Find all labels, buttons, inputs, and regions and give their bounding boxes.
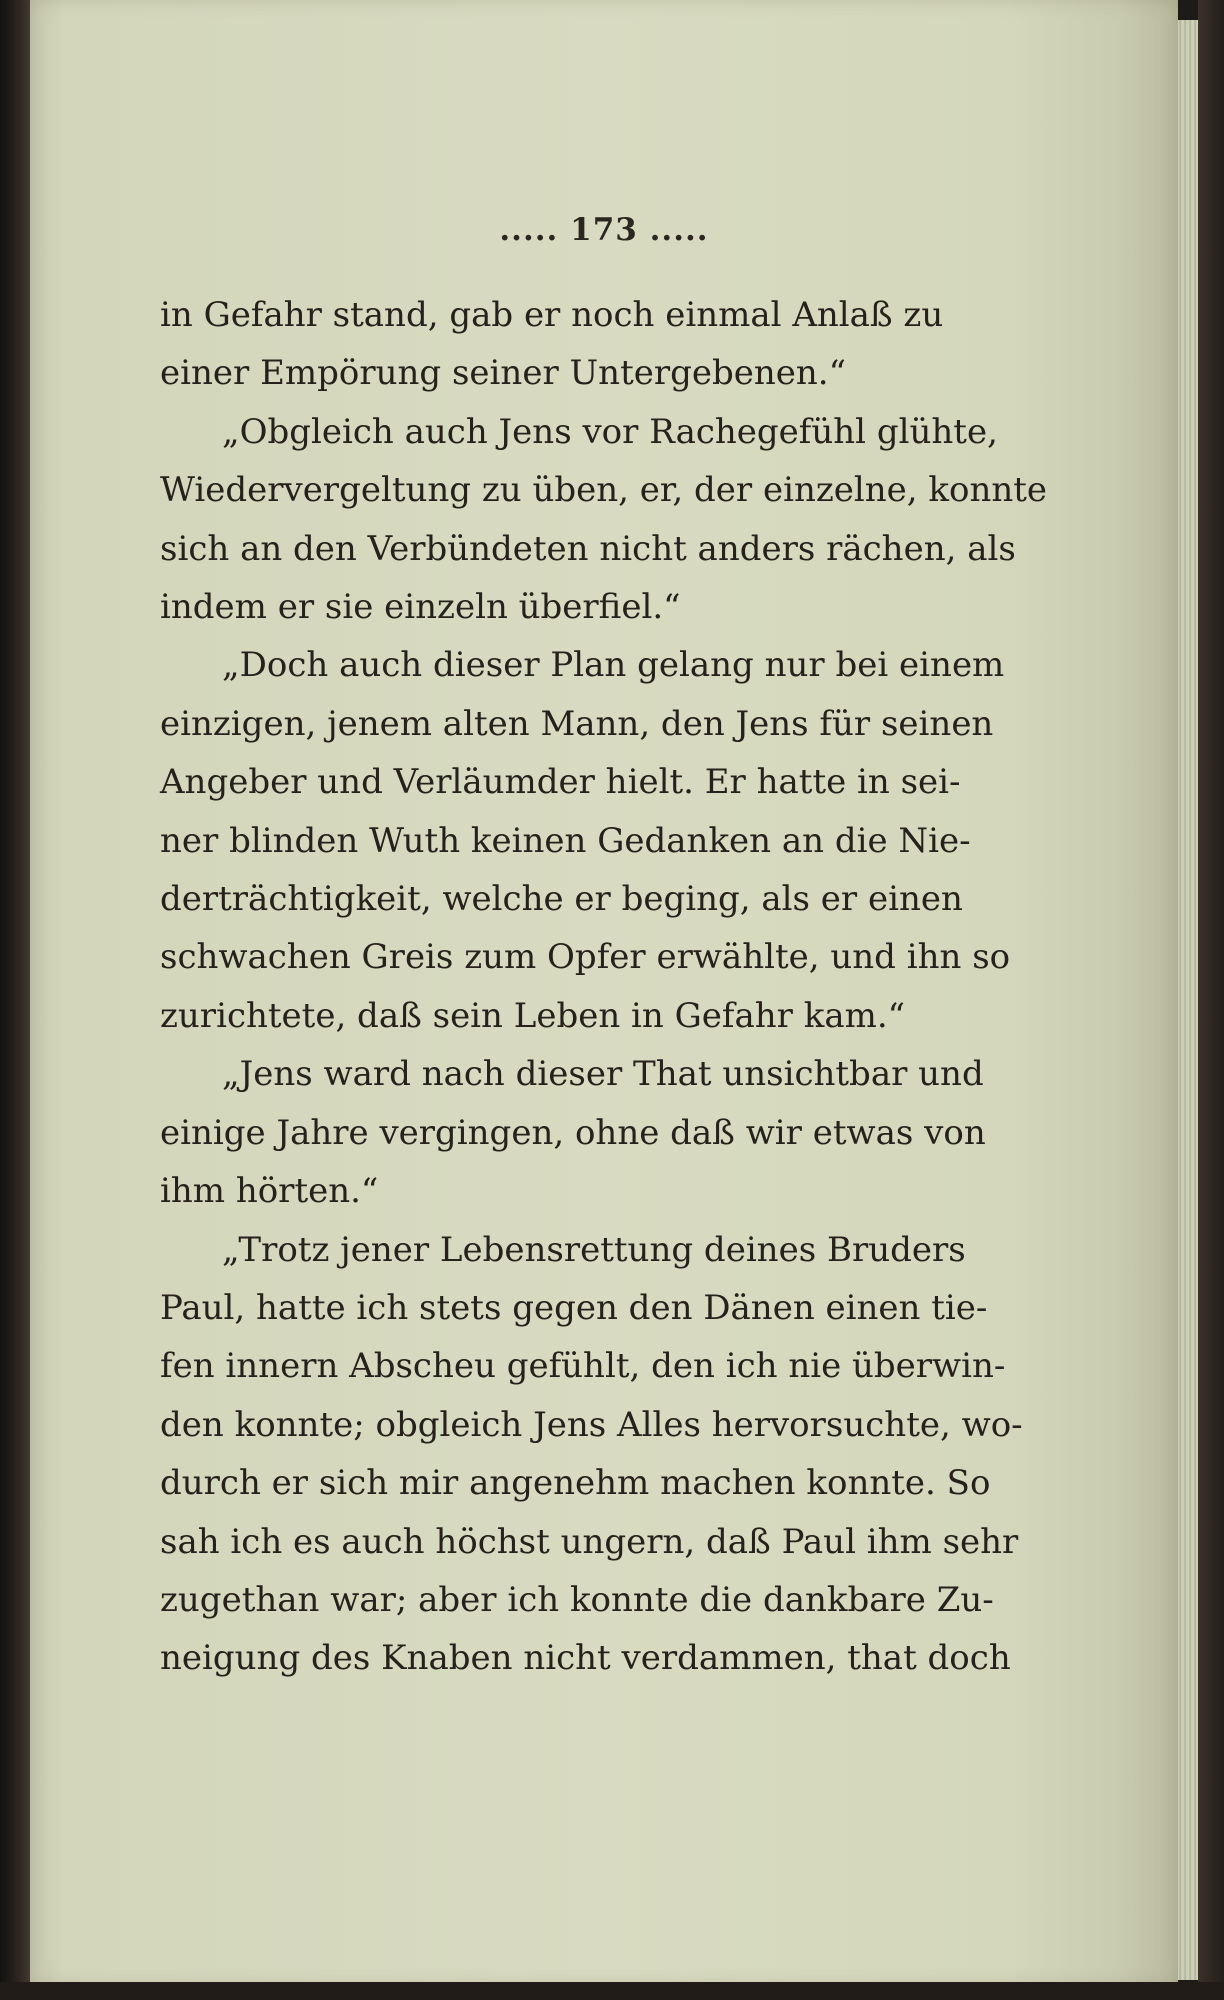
text-line: durch er sich mir angenehm machen konnte. So — [160, 1463, 991, 1504]
text-line: in Gefahr stand, gab er noch einmal Anlaß zu — [160, 295, 944, 335]
text-line: „Doch auch dieser Plan gelang nur bei einem — [222, 645, 1005, 686]
text-line: den konnte; obgleich Jens Alles hervorsuchte, wo- — [160, 1404, 1023, 1445]
paragraph — [160, 286, 996, 403]
paragraph — [160, 403, 1048, 637]
text-line: Paul, hatte ich stets gegen den Dänen einen tie- — [160, 1287, 988, 1328]
page-body — [160, 286, 1048, 1688]
text-line: derträchtigkeit, welche er beging, als er einen — [160, 879, 963, 920]
text-line: schwachen Greis zum Opfer erwählte, und ihn so — [160, 937, 1011, 978]
text-line: einzigen, jenem alten Mann, den Jens für seinen — [160, 703, 994, 744]
text-line: zugethan war; aber ich konnte die dankbare Zu- — [160, 1579, 994, 1620]
text-line: „Jens ward nach dieser That unsichtbar und — [222, 1054, 984, 1095]
text-line: fen innern Abscheu gefühlt, den ich nie überwin- — [160, 1346, 1006, 1387]
text-line: einige Jahre vergingen, ohne daß wir etwas von — [160, 1112, 986, 1153]
text-line: ihm hörten.“ — [160, 1171, 379, 1212]
text-line: sich an den Verbündeten nicht anders rächen, als — [160, 528, 1016, 569]
paragraph — [160, 1045, 996, 1220]
text-line: sah ich es auch höchst ungern, daß Paul ihm sehr — [160, 1521, 1019, 1562]
text-line: zurichtete, daß sein Leben in Gefahr kam.“ — [160, 995, 906, 1036]
paragraph — [160, 636, 1011, 1045]
paragraph — [160, 1221, 1023, 1688]
text-line: Wiedervergeltung zu üben, er, der einzelne, konnte — [160, 470, 1048, 511]
text-line: ner blinden Wuth keinen Gedanken an die Nie- — [160, 820, 971, 861]
book-cover-edge — [1198, 0, 1224, 2000]
page-number: ..... 173 ..... — [499, 212, 709, 248]
text-line: Angeber und Verläumder hielt. Er hatte in sei- — [160, 762, 961, 803]
book-cover-bottom — [0, 1982, 1224, 2000]
book-binding-edge — [0, 0, 34, 2000]
text-line: neigung des Knaben nicht verdammen, that doch — [160, 1638, 1011, 1679]
text-line: „Trotz jener Lebensrettung deines Bruders — [222, 1229, 966, 1270]
text-line: einer Empörung seiner Untergebenen.“ — [160, 353, 846, 394]
text-line: indem er sie einzeln überfiel.“ — [160, 587, 681, 628]
text-line: „Obgleich auch Jens vor Rachegefühl glühte, — [222, 411, 998, 452]
